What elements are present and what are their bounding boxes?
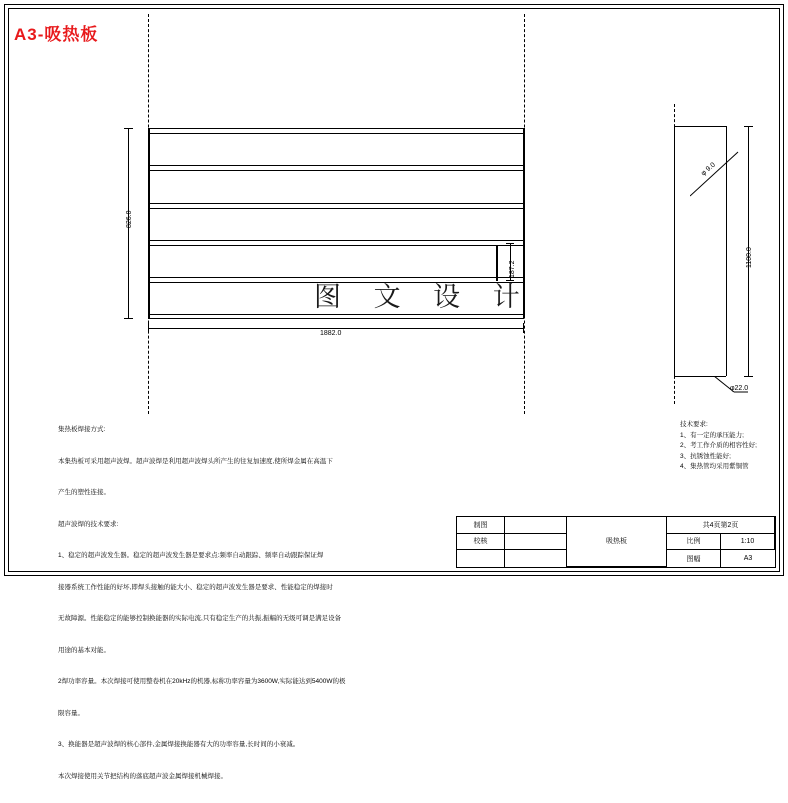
absorber-tube-1-bottom: [148, 133, 524, 134]
titleblock-drawn-label: 制图: [457, 517, 505, 534]
front-detail-dim-tick-top: [506, 243, 514, 244]
titleblock-format-label: 图幅: [667, 550, 721, 567]
side-thickness-dim-text: φ22.0: [730, 385, 749, 392]
tech-req-line: 技术要求:: [680, 421, 708, 428]
absorber-tube-4-top: [148, 240, 524, 241]
front-height-dim-text: 826.0: [126, 210, 133, 228]
absorber-tube-2-top: [148, 165, 524, 166]
title-block: [456, 516, 776, 568]
side-plate-top-edge: [674, 126, 726, 127]
side-plate-left-edge: [674, 126, 675, 376]
notes-right-block: [680, 420, 788, 473]
front-height-dim-tick-bottom: [124, 318, 133, 319]
note-line: 接器系统工作性能的好坏,即焊头接触的能大小、稳定的超声波发生器是要求、性能稳定的焊接时: [58, 583, 333, 591]
titleblock-check-value[interactable]: [505, 534, 567, 551]
titleblock-check-label: 校核: [457, 534, 505, 551]
titleblock-part-name: 吸热板: [567, 517, 667, 567]
note-line: 本次焊接使用关节把结构的落底超声波金属焊接机械焊接。: [58, 772, 227, 780]
note-line: 产生的塑性连接。: [58, 489, 110, 496]
titleblock-extra-a[interactable]: [457, 550, 505, 567]
front-width-dim-tick-left: [148, 323, 149, 333]
absorber-tube-3-top: [148, 203, 524, 204]
tech-req-line: 1、有一定的承压能力;: [680, 431, 744, 439]
titleblock-sheet-info: 共4页第2页: [667, 517, 775, 534]
note-line: 3、换能器是超声波焊的核心部件,金属焊接换能器有大的功率容量,长时间的小衰减。: [58, 741, 300, 748]
tech-req-line: 3、抗锈蚀性能好;: [680, 452, 731, 460]
watermark-text: 图 文 设 计: [314, 282, 532, 313]
note-line: 超声波焊的技术要求:: [58, 520, 119, 528]
titleblock-extra-b[interactable]: [505, 550, 567, 567]
absorber-tube-3-bottom: [148, 208, 524, 209]
note-line: 用途的基本对能。: [58, 646, 110, 654]
front-width-dim-text: 1882.0: [320, 330, 342, 337]
front-plate-left-edge: [148, 128, 150, 318]
side-height-dim-text: 1100.0: [746, 247, 753, 268]
front-height-dim-tick-top: [124, 128, 133, 129]
absorber-tube-2-bottom: [148, 170, 524, 171]
titleblock-scale-label: 比例: [667, 534, 721, 551]
front-width-dim-tick-right: [523, 323, 524, 333]
absorber-tube-1-top: [148, 128, 524, 129]
absorber-tube-4-bottom: [148, 245, 524, 246]
titleblock-format-value: A3: [743, 555, 753, 563]
front-detail-dim-text: 187.2: [509, 260, 516, 278]
side-hole-dim-text: φ 9.0: [700, 161, 717, 178]
note-line: 1、稳定的超声波发生器。稳定的超声波发生器是要求点:频率自动跟踪、频率自动跟踪保证焊: [58, 552, 324, 559]
titleblock-scale-value: 1:10: [721, 534, 775, 551]
note-line: 无故障源。性能稳定的能够控制换能器的实际电流,只有稳定生产的共振,振幅的无级可调是满足设备: [58, 615, 342, 622]
tech-req-line: 2、考工作介质的相容性好;: [680, 442, 757, 449]
note-line: 集热板焊接方式:: [58, 426, 106, 433]
note-line: 本集热板可采用超声波焊。超声波焊是利用超声波焊头所产生的往复加速度,使所焊金属在高温下: [58, 457, 333, 465]
notes-left-block: [58, 404, 388, 803]
tech-req-line: 4、集热管均采用紫铜管: [680, 463, 749, 470]
front-width-dim-line: [148, 328, 524, 329]
note-line: 2焊功率容量。本次焊接可使用整卷机在20kHz的机器,标称功率容量为3600W,实际能达到5400W的极: [58, 678, 346, 685]
absorber-tube-6-top: [148, 314, 524, 315]
page-title: A3-吸热板: [14, 25, 99, 44]
absorber-tube-6-bottom: [148, 318, 524, 319]
titleblock-drawn-value[interactable]: [505, 517, 567, 534]
side-height-dim-tick-top: [744, 126, 753, 127]
note-line: 限容量。: [58, 709, 84, 717]
side-hole-leader: [690, 150, 750, 200]
